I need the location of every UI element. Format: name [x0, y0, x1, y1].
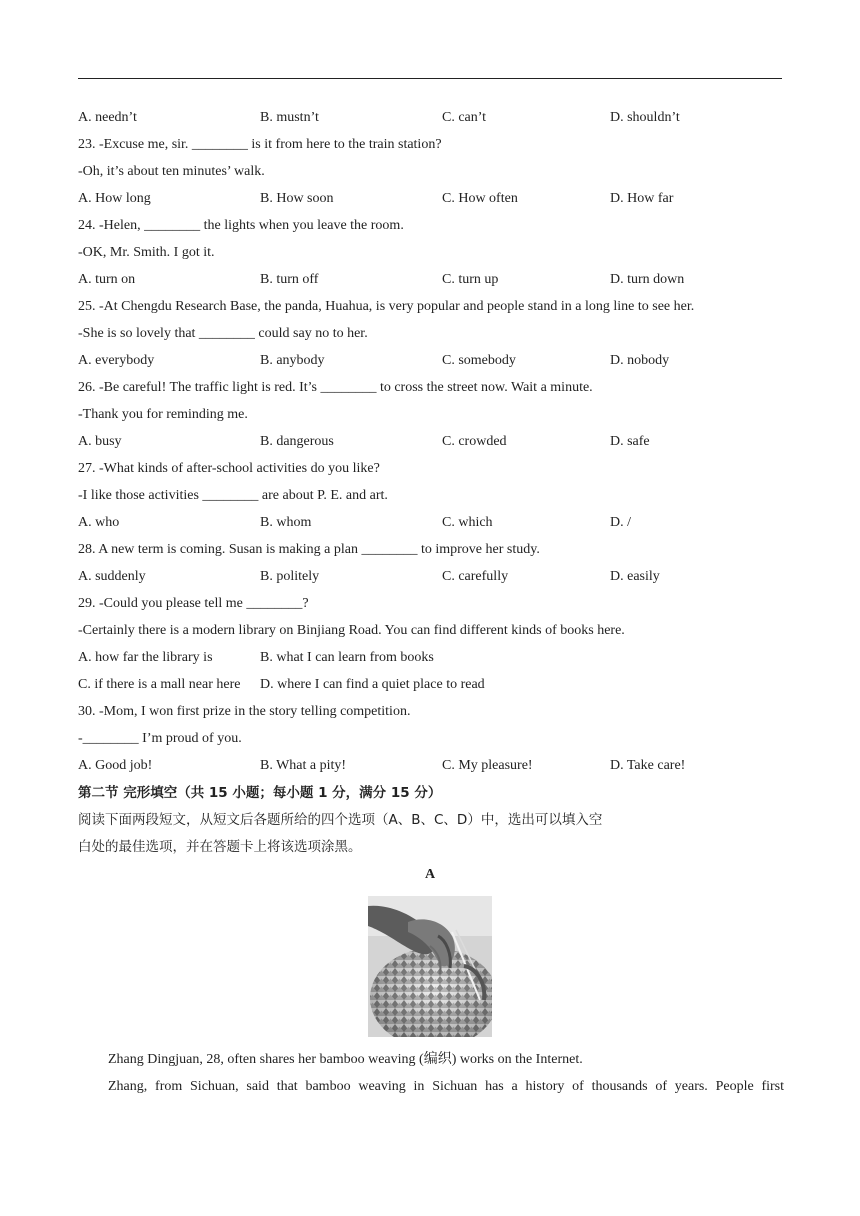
q28-option-d: D. easily: [610, 569, 660, 584]
q22-option-b: B. mustn’t: [260, 110, 319, 125]
q28-option-a: A. suddenly: [78, 569, 146, 584]
q30-option-b: B. What a pity!: [260, 758, 347, 773]
q26-option-d: D. safe: [610, 434, 650, 449]
section-instruction-line1: 阅读下面两段短文，从短文后各题所给的四个选项（A、B、C、D）中，选出可以填入空: [78, 812, 603, 828]
q28-option-b: B. politely: [260, 569, 320, 584]
q25-question: 25. -At Chengdu Research Base, the panda, Huahua, is very popular and people stand in a long line to see her.: [78, 299, 695, 314]
q27-answer: -I like those activities ________ are about P. E. and art.: [78, 488, 388, 503]
q30-option-c: C. My pleasure!: [442, 758, 533, 773]
q24-option-a: A. turn on: [78, 272, 136, 287]
q24-option-c: C. turn up: [442, 272, 499, 287]
q28-option-c: C. carefully: [442, 569, 509, 584]
q30-answer: -________ I’m proud of you.: [78, 731, 242, 746]
q23-option-b: B. How soon: [260, 191, 334, 206]
q26-option-b: B. dangerous: [260, 434, 334, 449]
q28-question: 28. A new term is coming. Susan is making a plan ________ to improve her study.: [78, 542, 540, 557]
q22-option-c: C. can’t: [442, 110, 487, 125]
q22-option-a: A. needn’t: [78, 110, 137, 125]
q27-option-b: B. whom: [260, 515, 312, 530]
q27-option-c: C. which: [442, 515, 493, 530]
q22-option-d: D. shouldn’t: [610, 110, 680, 125]
q25-option-a: A. everybody: [78, 353, 155, 368]
q23-option-c: C. How often: [442, 191, 518, 206]
q24-question: 24. -Helen, ________ the lights when you leave the room.: [78, 218, 404, 233]
q29-option-d: D. where I can find a quiet place to read: [260, 677, 485, 692]
q27-option-d: D. /: [610, 515, 631, 530]
header-rule: [78, 78, 782, 79]
q23-option-d: D. How far: [610, 191, 674, 206]
q25-answer: -She is so lovely that ________ could say no to her.: [78, 326, 368, 341]
q29-answer: -Certainly there is a modern library on Binjiang Road. You can find different kinds of books here.: [78, 623, 625, 638]
passage-paragraph-1: Zhang Dingjuan, 28, often shares her bamboo weaving (编织) works on the Internet.: [108, 1052, 583, 1067]
bamboo-weaving-photo: [368, 896, 492, 1037]
q25-option-d: D. nobody: [610, 353, 670, 368]
passage-paragraph-2: Zhang, from Sichuan, said that bamboo weaving in Sichuan has a history of thousands of years. People first: [108, 1079, 784, 1094]
q29-question: 29. -Could you please tell me ________?: [78, 596, 309, 611]
q29-option-a: A. how far the library is: [78, 650, 213, 665]
q24-option-b: B. turn off: [260, 272, 319, 287]
q26-answer: -Thank you for reminding me.: [78, 407, 248, 422]
q26-question: 26. -Be careful! The traffic light is red. It’s ________ to cross the street now. Wait a minute.: [78, 380, 593, 395]
q29-option-c: C. if there is a mall near here: [78, 677, 241, 692]
q25-option-b: B. anybody: [260, 353, 325, 368]
q26-option-a: A. busy: [78, 434, 122, 449]
section-heading: 第二节 完形填空（共 15 小题；每小题 1 分，满分 15 分）: [78, 785, 442, 801]
q30-question: 30. -Mom, I won first prize in the story telling competition.: [78, 704, 411, 719]
q24-option-d: D. turn down: [610, 272, 685, 287]
q29-option-b: B. what I can learn from books: [260, 650, 434, 665]
q23-answer: -Oh, it’s about ten minutes’ walk.: [78, 164, 265, 179]
q30-option-a: A. Good job!: [78, 758, 153, 773]
section-instruction-line2: 白处的最佳选项，并在答题卡上将该选项涂黑。: [78, 839, 362, 855]
q27-question: 27. -What kinds of after-school activities do you like?: [78, 461, 380, 476]
passage-label: A: [424, 867, 436, 882]
q25-option-c: C. somebody: [442, 353, 516, 368]
q23-option-a: A. How long: [78, 191, 151, 206]
q26-option-c: C. crowded: [442, 434, 507, 449]
q23-question: 23. -Excuse me, sir. ________ is it from here to the train station?: [78, 137, 442, 152]
q27-option-a: A. who: [78, 515, 120, 530]
q30-option-d: D. Take care!: [610, 758, 686, 773]
q24-answer: -OK, Mr. Smith. I got it.: [78, 245, 215, 260]
